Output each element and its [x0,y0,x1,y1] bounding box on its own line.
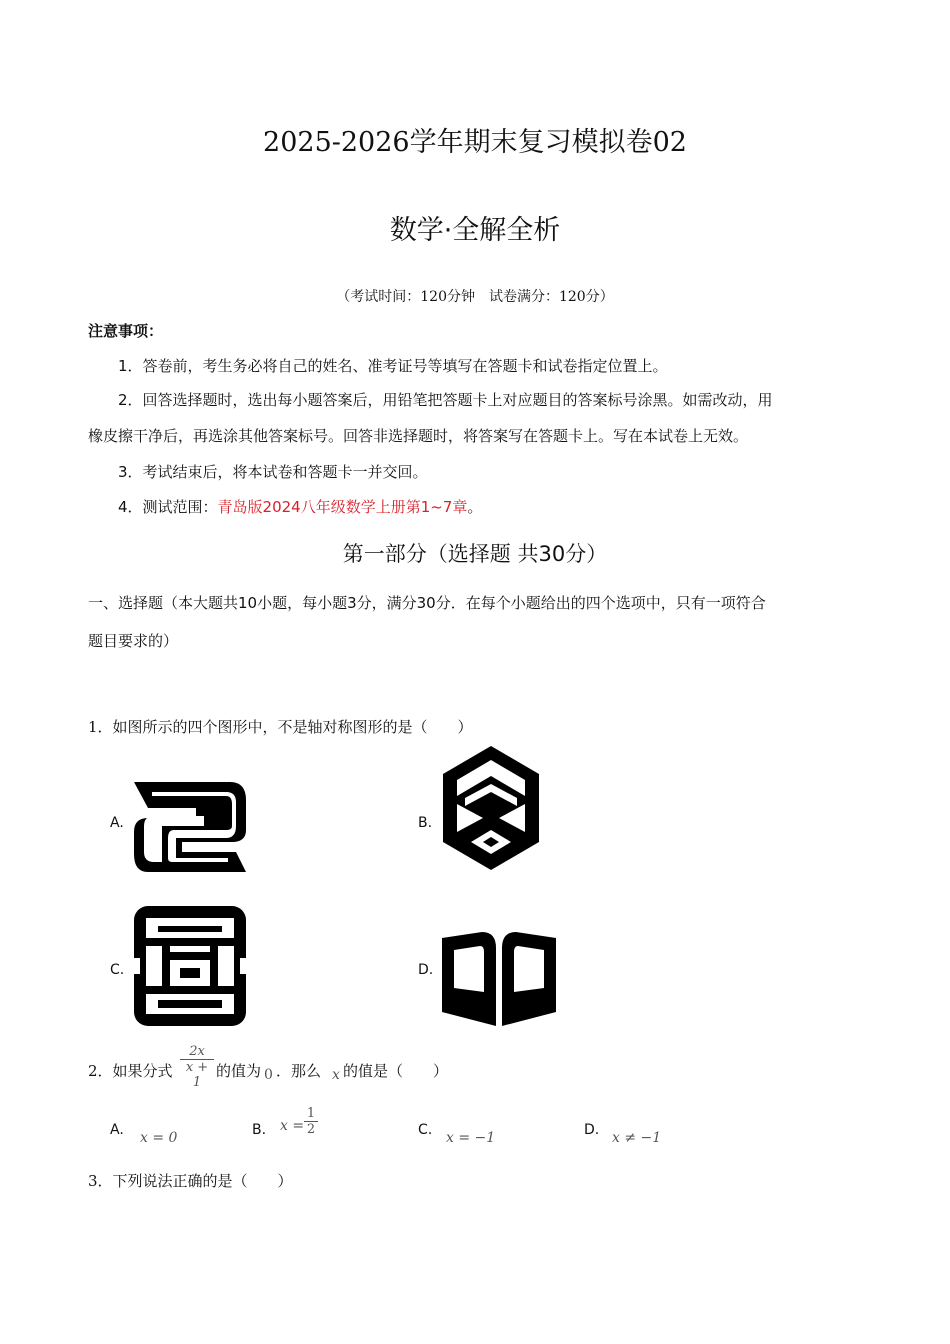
note-item-2-line-2: 橡皮擦干净后，再选涂其他答案标号。回答非选择题时，将答案写在答题卡上。写在本试卷上无效。 [88,427,749,445]
page-title: 2025-2026学年期末复习模拟卷02 [263,127,687,158]
q1-option-a-label: A. [110,815,124,831]
q2-option-d-label: D. [584,1122,600,1138]
question-1-text: 1．如图所示的四个图形中，不是轴对称图形的是（ ） [88,718,473,736]
q2-fraction [180,1044,214,1090]
question-2-prefix: 2．如果分式 [88,1062,173,1080]
note-item-3: 3．考试结束后，将本试卷和答题卡一并交回。 [118,463,428,481]
q2-option-d-value: x ≠ −1 [612,1130,662,1146]
question-3-text: 3．下列说法正确的是（ ） [88,1172,293,1190]
page-subtitle: 数学·全解全析 [389,215,561,246]
q1-option-b-label: B. [418,815,433,831]
note-item-4-prefix: 4．测试范围： [118,498,218,516]
q1-figure-b [443,746,539,872]
q1-option-d-label: D. [418,962,434,978]
question-2-middle: 的值为 [216,1062,262,1080]
q2-fraction-denominator: x + 1 [185,1060,209,1090]
q2-option-b-label: B. [252,1122,267,1138]
part-title: 第一部分（选择题 共30分） [342,542,608,566]
q1-figure-c [134,906,246,1026]
q1-figure-d [442,932,556,1026]
q2-option-a-value: x = 0 [140,1130,178,1146]
section-heading-line-2: 题目要求的） [88,632,179,650]
q2-fraction-numerator: 2x [180,1044,214,1060]
question-2-middle-2: ．那么 [276,1062,322,1080]
q2-option-a-label: A. [110,1122,124,1138]
question-2-suffix: 的值是（ ） [343,1062,449,1080]
q2-option-b-denominator: 2 [306,1122,316,1137]
exam-info: （考试时间：120分钟 试卷满分：120分） [336,289,614,305]
test-range: 青岛版2024八年级数学上册第1~7章 [217,498,468,516]
note-item-4 [118,489,868,525]
q2-zero-value: 0 [264,1067,273,1083]
q2-variable: x [332,1067,340,1083]
q1-option-c-label: C. [110,962,125,978]
q2-option-b-fraction [304,1106,318,1137]
notes-heading: 注意事项： [88,322,164,340]
q1-figure-a [134,782,246,872]
q2-option-b-numerator: 1 [304,1106,318,1122]
note-item-4-suffix: 。 [467,498,483,516]
note-item-2-line-1: 2．回答选择题时，选出每小题答案后，用铅笔把答题卡上对应题目的答案标号涂黑。如需改动，用 [118,391,773,409]
q2-option-c-label: C. [418,1122,433,1138]
note-item-1: 1．答卷前，考生务必将自己的姓名、准考证号等填写在答题卡和试卷指定位置上。 [118,357,668,375]
q2-option-c-value: x = −1 [446,1130,496,1146]
section-heading-line-1: 一、选择题（本大题共10小题，每小题3分，满分30分．在每个小题给出的四个选项中，只有一项符合 [88,594,766,612]
q2-option-b-value-prefix: x = [280,1118,305,1134]
